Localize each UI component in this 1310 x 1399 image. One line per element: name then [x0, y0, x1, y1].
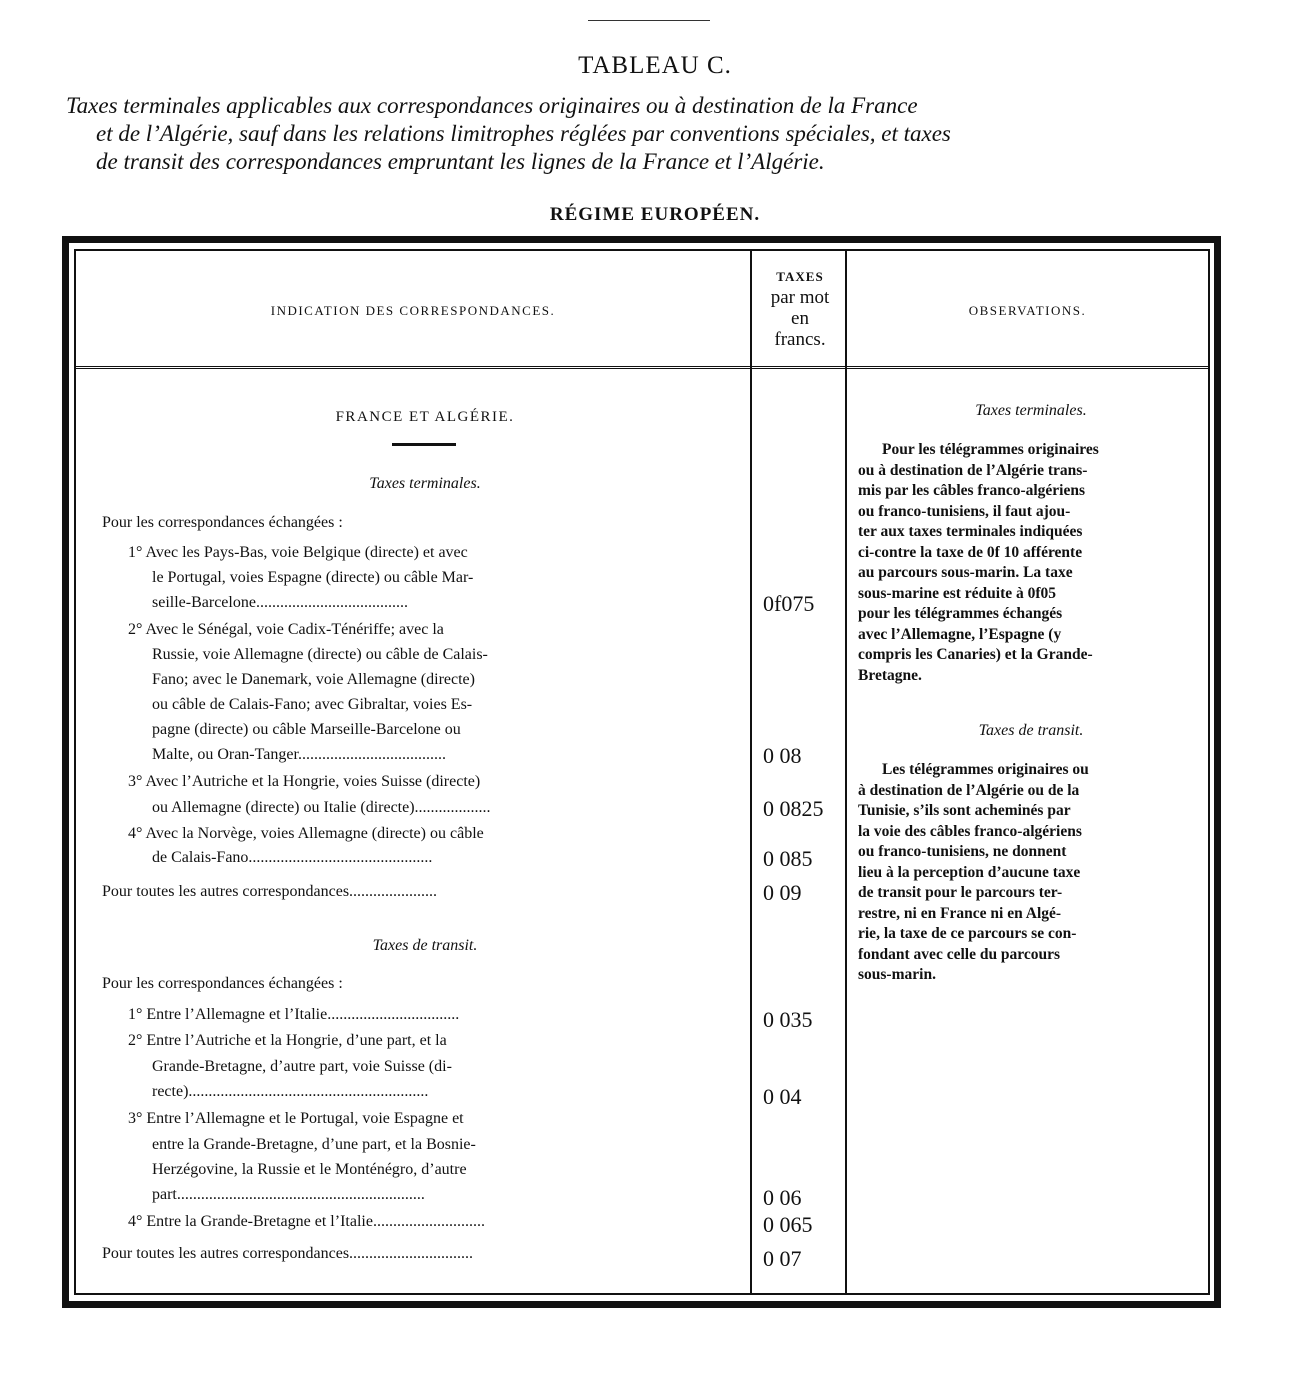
transit-line: 3° Entre l’Allemagne et le Portugal, voie Espagne et	[128, 1110, 464, 1127]
tax-value: 0 07	[763, 1246, 802, 1271]
transit-line: 4° Entre la Grande-Bretagne et l’Italie............................	[128, 1213, 485, 1230]
observation-line: Tunisie, s’ils sont acheminés par	[858, 802, 1071, 819]
terminal-line: ou câble de Calais-Fano; avec Gibraltar, voies Es-	[152, 696, 473, 713]
tax-value: 0 08	[763, 743, 802, 768]
observations-terminal-title: Taxes terminales.	[975, 402, 1087, 419]
observation-line: restre, ni en France ni en Algé-	[858, 904, 1062, 922]
transit-line: part..............................................................	[152, 1186, 425, 1203]
tax-value: 0 065	[763, 1212, 813, 1237]
transit-heading: Taxes de transit.	[372, 937, 478, 954]
taxes-header-line: par mot	[770, 287, 830, 308]
column-header-taxes	[754, 266, 846, 350]
section-rule	[392, 443, 456, 446]
terminal-line: Russie, voie Allemagne (directe) ou câble de Calais-	[152, 646, 488, 663]
top-rule	[588, 20, 710, 21]
terminal-line: ou Allemagne (directe) ou Italie (directe)...................	[152, 799, 491, 816]
subtitle-line: et de l’Algérie, sauf dans les relations limitrophes réglées par conventions spéciales, et taxes	[96, 121, 951, 146]
column-divider	[750, 251, 752, 1293]
taxes-header-line: francs.	[774, 329, 826, 350]
tax-value: 0 035	[763, 1007, 813, 1032]
table-subtitle	[66, 92, 1236, 176]
observation-line: pour les télégrammes échangés	[858, 605, 1063, 622]
observation-line: la voie des câbles franco-algériens	[858, 822, 1082, 840]
terminal-line: 1° Avec les Pays-Bas, voie Belgique (directe) et avec	[128, 544, 468, 561]
transit-line: Herzégovine, la Russie et le Monténégro, d’autre	[152, 1161, 467, 1178]
regime-heading: RÉGIME EUROPÉEN.	[549, 204, 761, 225]
terminal-intro: Pour les correspondances échangées :	[102, 514, 343, 531]
observation-line: avec l’Allemagne, l’Espagne (y	[858, 625, 1062, 643]
subtitle-line: Taxes terminales applicables aux correspondances originaires ou à destination de la France	[66, 93, 918, 118]
terminal-line: 4° Avec la Norvège, voies Allemagne (directe) ou câble	[128, 825, 484, 842]
observation-line: lieu à la perception d’aucune taxe	[858, 863, 1081, 881]
transit-line: recte)............................................................	[152, 1083, 429, 1100]
taxes-header-line: TAXES	[776, 269, 824, 284]
terminal-line: seille-Barcelone......................................	[152, 594, 408, 611]
terminal-heading: Taxes terminales.	[369, 475, 481, 492]
taxes-header-line: en	[791, 308, 809, 329]
observations-transit-text	[858, 760, 1204, 986]
tax-value: 0f075	[763, 591, 815, 616]
observation-line: ci-contre la taxe de 0f 10 afférente	[858, 543, 1083, 561]
terminal-line: de Calais-Fano..............................................	[152, 849, 433, 866]
observation-line: mis par les câbles franco-algériens	[858, 482, 1086, 499]
observation-line: sous-marine est réduite à 0f05	[858, 584, 1057, 602]
observation-line: compris les Canaries) et la Grande-	[858, 646, 1093, 663]
tax-value: 0 04	[763, 1084, 802, 1109]
page-title: TABLEAU C.	[578, 52, 732, 79]
observation-line: ou à destination de l’Algérie trans-	[858, 461, 1088, 479]
column-divider	[845, 251, 847, 1293]
transit-other: Pour toutes les autres correspondances...............................	[102, 1245, 474, 1262]
observation-line: fondant avec celle du parcours	[858, 945, 1061, 963]
transit-line: entre la Grande-Bretagne, d’une part, et la Bosnie-	[152, 1136, 476, 1153]
terminal-line: pagne (directe) ou câble Marseille-Barcelone ou	[152, 721, 461, 738]
observations-transit-title: Taxes de transit.	[978, 722, 1084, 739]
observation-line: Pour les télégrammes originaires	[882, 441, 1099, 458]
transit-line: 1° Entre l’Allemagne et l’Italie.................................	[128, 1006, 460, 1023]
subtitle-line: de transit des correspondances empruntant les lignes de la France et l’Algérie.	[96, 149, 825, 174]
header-divider	[76, 366, 1208, 369]
tax-value: 0 06	[763, 1185, 802, 1210]
transit-line: 2° Entre l’Autriche et la Hongrie, d’une part, et la	[128, 1032, 447, 1049]
transit-line: Grande-Bretagne, d’autre part, voie Suisse (di-	[152, 1058, 452, 1075]
tax-value: 0 0825	[763, 796, 824, 821]
terminal-line: 2° Avec le Sénégal, voie Cadix-Ténériffe; avec la	[128, 621, 444, 638]
terminal-line: Malte, ou Oran-Tanger.....................................	[152, 746, 446, 763]
observation-line: sous-marin.	[858, 966, 936, 983]
column-header-indication: INDICATION DES CORRESPONDANCES.	[270, 303, 556, 318]
tax-value: 0 085	[763, 846, 813, 871]
observation-line: Les télégrammes originaires ou	[882, 761, 1089, 778]
terminal-line: le Portugal, voies Espagne (directe) ou câble Mar-	[152, 569, 474, 586]
observations-terminal-text	[858, 440, 1204, 686]
observation-line: ter aux taxes terminales indiquées	[858, 523, 1083, 540]
observation-line: Bretagne.	[858, 666, 922, 684]
observation-line: ou franco-tunisiens, ne donnent	[858, 843, 1067, 860]
transit-intro: Pour les correspondances échangées :	[102, 975, 343, 992]
tax-value: 0 09	[763, 880, 802, 905]
column-header-observations: OBSERVATIONS.	[968, 303, 1087, 318]
observation-line: ou franco-tunisiens, il faut ajou-	[858, 502, 1071, 520]
observation-line: de transit pour le parcours ter-	[858, 884, 1063, 901]
terminal-line: Fano; avec le Danemark, voie Allemagne (directe)	[152, 671, 475, 688]
observation-line: au parcours sous-marin. La taxe	[858, 564, 1073, 581]
terminal-other: Pour toutes les autres correspondances......................	[102, 883, 438, 900]
observation-line: rie, la taxe de ce parcours se con-	[858, 925, 1077, 942]
section-heading: FRANCE ET ALGÉRIE.	[335, 409, 515, 425]
observation-line: à destination de l’Algérie ou de la	[858, 781, 1080, 799]
terminal-line: 3° Avec l’Autriche et la Hongrie, voies Suisse (directe)	[128, 773, 481, 790]
